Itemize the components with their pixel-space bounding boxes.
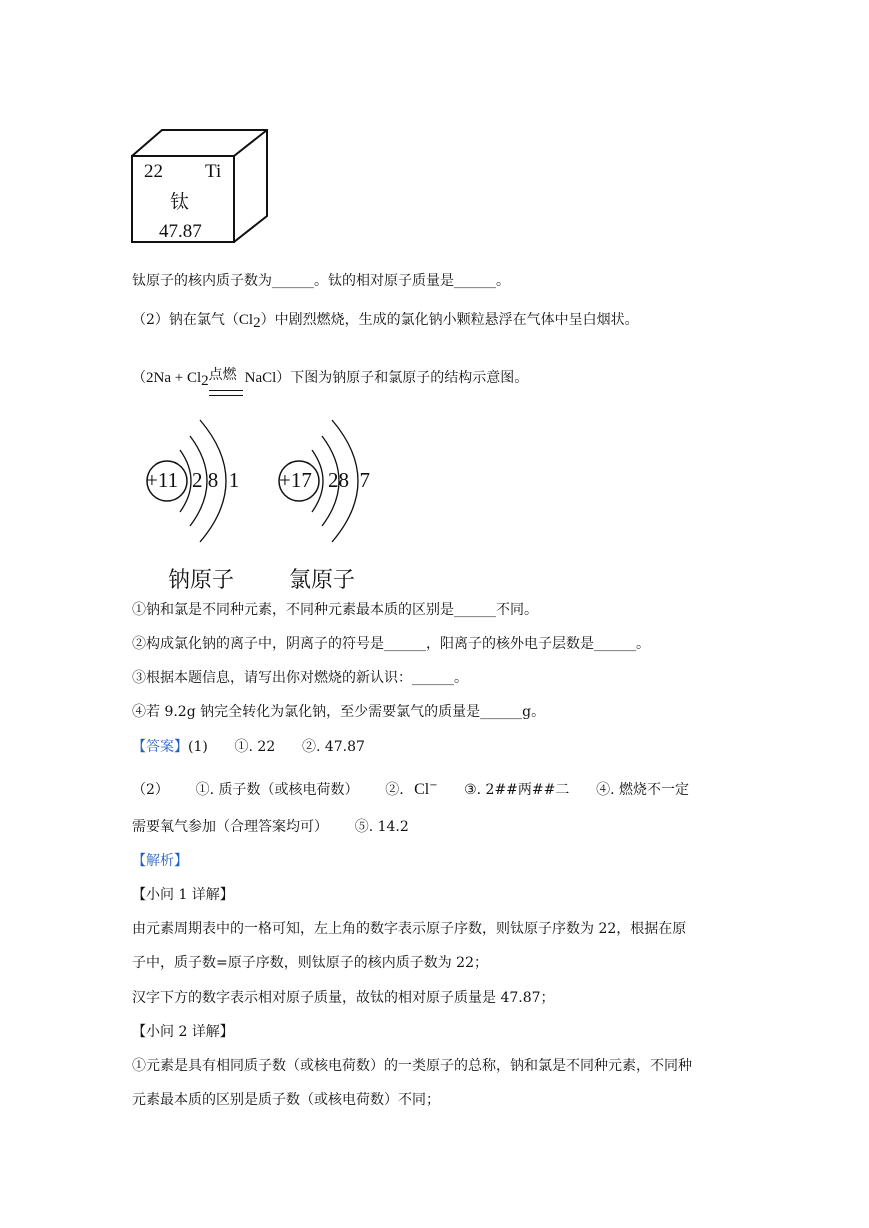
answer-line-3: 需要氧气参加（合理答案均可） ⑤. 14.2 xyxy=(132,819,409,835)
analysis-paragraph-5: 元素最本质的区别是质子数（或核电荷数）不同； xyxy=(132,1092,440,1108)
question-1-text: 钛原子的核内质子数为______。钛的相对原子质量是______。 xyxy=(132,273,510,289)
chlorine-formula: Cl xyxy=(238,312,254,328)
analysis-heading-2: 【小问 2 详解】 xyxy=(132,1024,234,1040)
answer-part-2b: ③. 2##两##二 ④. 燃烧不一定 xyxy=(464,782,689,798)
chlorine-nucleus-charge: +17 xyxy=(279,468,312,492)
question-2-text xyxy=(132,311,639,332)
sodium-nucleus-charge: +11 xyxy=(146,468,179,492)
equation-condition: 点燃 xyxy=(208,367,237,383)
sub-question-1: ①钠和氯是不同种元素，不同种元素最本质的区别是______不同。 xyxy=(132,602,538,618)
sub-question-3: ③根据本题信息，请写出你对燃烧的新认识：______。 xyxy=(132,670,468,686)
sodium-electron-config: 2 8 1 xyxy=(192,468,240,492)
answer-part-2a: （2） ①. 质子数（或核电荷数） ②. xyxy=(132,782,404,798)
answer-tag: 【答案】 xyxy=(132,739,188,755)
analysis-paragraph-2: 子中，质子数=原子序数，则钛原子的核内质子数为 22； xyxy=(132,955,488,971)
chlorine-electron-config: 28 7 xyxy=(328,468,370,492)
chlorine-subscript: 2 xyxy=(253,315,261,331)
analysis-paragraph-3: 汉字下方的数字表示相对原子质量，故钛的相对原子质量是 47.87； xyxy=(132,990,555,1006)
element-symbol: Ti xyxy=(205,161,222,182)
equation-left: 2Na + Cl xyxy=(146,370,202,386)
atomic-number: 22 xyxy=(144,161,163,182)
chloride-ion-symbol: Cl xyxy=(414,781,430,798)
analysis-tag: 【解析】 xyxy=(132,853,188,869)
answer-line-2 xyxy=(132,777,689,799)
sodium-atom-label: 钠原子 xyxy=(168,568,235,593)
equation-right: NaCl xyxy=(244,370,277,386)
answer-part-1: (1) ①. 22 ②. 47.87 xyxy=(188,739,365,755)
q2-suffix: ）中剧烈燃烧，生成的氯化钠小颗粒悬浮在气体中呈白烟状。 xyxy=(260,312,639,328)
chlorine-atom-label: 氯原子 xyxy=(289,568,356,593)
equation-open: （ xyxy=(132,370,146,386)
equals-sign xyxy=(209,390,243,396)
q2-prefix: （2）钠在氯气（ xyxy=(132,312,239,328)
answer-line-1 xyxy=(132,738,365,756)
sub-question-4: ④若 9.2g 钠完全转化为氯化钠，至少需要氯气的质量是______g。 xyxy=(132,704,546,720)
analysis-heading-1: 【小问 1 详解】 xyxy=(132,887,234,903)
equation-line xyxy=(132,369,528,390)
equation-left-subscript: 2 xyxy=(201,373,209,389)
sub-question-2: ②构成氯化钠的离子中，阴离子的符号是______，阳离子的核外电子层数是______。 xyxy=(132,636,650,652)
element-name: 钛 xyxy=(170,191,190,213)
chloride-ion-charge: − xyxy=(429,780,438,791)
atomic-mass: 47.87 xyxy=(159,221,202,242)
analysis-paragraph-4: ①元素是具有相同质子数（或核电荷数）的一类原子的总称，钠和氯是不同种元素，不同种 xyxy=(132,1058,692,1074)
analysis-paragraph-1: 由元素周期表中的一格可知，左上角的数字表示原子序数，则钛原子序数为 22，根据在原 xyxy=(132,921,687,937)
equation-suffix: ）下图为钠原子和氯原子的结构示意图。 xyxy=(276,370,529,386)
